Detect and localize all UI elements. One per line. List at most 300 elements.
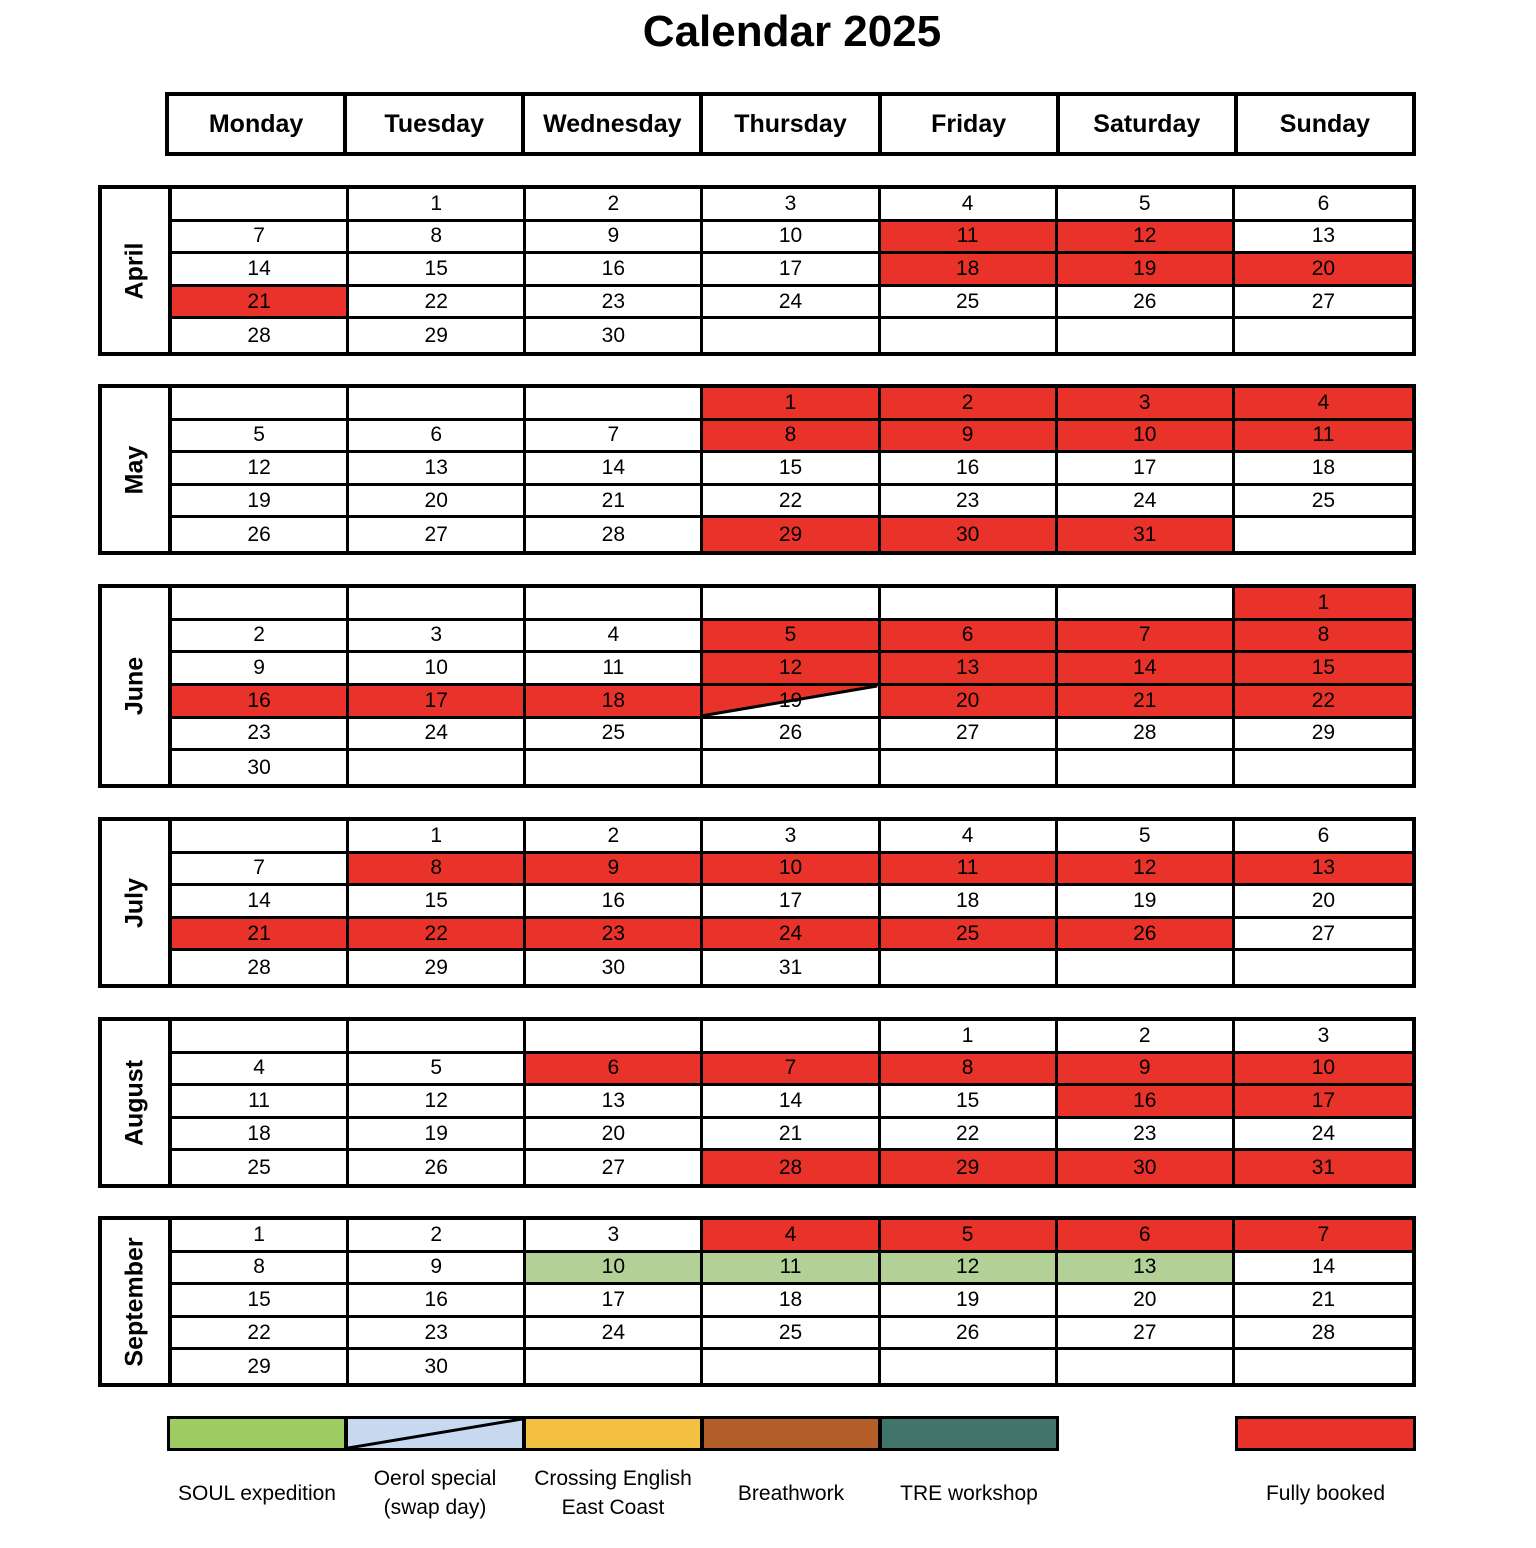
diagonal-swatch xyxy=(345,1416,525,1451)
page-title: Calendar 2025 xyxy=(642,7,942,56)
date-cell xyxy=(349,653,526,686)
empty-cell xyxy=(1235,518,1412,551)
date-cell xyxy=(1058,919,1235,952)
date-number: 30 xyxy=(424,1354,448,1378)
empty-cell xyxy=(349,388,526,421)
date-number: 4 xyxy=(1317,390,1330,414)
date-cell xyxy=(1235,1021,1412,1054)
brown-swatch xyxy=(701,1416,881,1451)
date-number: 24 xyxy=(601,1320,626,1344)
date-cell xyxy=(1235,1054,1412,1087)
date-number: 17 xyxy=(778,888,803,912)
date-number: 3 xyxy=(1138,390,1151,414)
date-number: 26 xyxy=(778,721,803,745)
date-number: 2 xyxy=(607,823,620,847)
date-number: 22 xyxy=(1311,688,1336,712)
date-number: 13 xyxy=(424,455,448,479)
date-number: 28 xyxy=(778,1155,803,1179)
date-number: 19 xyxy=(1133,888,1157,912)
date-number: 31 xyxy=(1133,522,1157,546)
date-number: 10 xyxy=(778,224,803,248)
date-number: 25 xyxy=(601,721,626,745)
date-number: 18 xyxy=(1311,455,1336,479)
empty-cell xyxy=(1058,588,1235,621)
date-cell xyxy=(1058,189,1235,222)
date-number: 6 xyxy=(961,623,974,647)
date-cell xyxy=(172,421,349,454)
date-cell xyxy=(703,254,880,287)
date-number: 30 xyxy=(601,955,626,979)
date-cell xyxy=(881,686,1058,719)
date-number: 15 xyxy=(1311,656,1336,680)
date-cell xyxy=(703,1086,880,1119)
date-cell xyxy=(703,1119,880,1152)
date-number: 8 xyxy=(961,1056,974,1080)
date-cell xyxy=(526,719,703,752)
month-name: August xyxy=(120,1059,149,1146)
date-number: 25 xyxy=(247,1155,271,1179)
month-name: April xyxy=(120,242,149,299)
legend-label: Breathwork xyxy=(737,1482,845,1505)
date-cell xyxy=(1235,421,1412,454)
date-number: 2 xyxy=(607,191,620,215)
date-cell xyxy=(881,486,1058,519)
date-cell xyxy=(881,1119,1058,1152)
date-cell xyxy=(349,287,526,320)
date-number: 3 xyxy=(784,823,797,847)
date-cell xyxy=(1235,388,1412,421)
date-number: 2 xyxy=(1138,1023,1151,1047)
date-cell xyxy=(703,421,880,454)
date-cell xyxy=(526,1119,703,1152)
date-cell xyxy=(349,222,526,255)
month-label xyxy=(102,1220,172,1383)
date-number: 1 xyxy=(430,823,443,847)
date-cell xyxy=(703,686,880,719)
empty-cell xyxy=(526,1021,703,1054)
date-number: 2 xyxy=(961,390,974,414)
date-cell xyxy=(703,1253,880,1286)
date-cell xyxy=(172,1151,349,1184)
date-number: 13 xyxy=(1133,1255,1157,1279)
date-number: 4 xyxy=(961,191,974,215)
date-cell xyxy=(172,1086,349,1119)
date-cell xyxy=(172,518,349,551)
date-number: 17 xyxy=(1133,455,1157,479)
date-number: 17 xyxy=(778,256,803,280)
date-number: 14 xyxy=(1133,656,1157,680)
date-number: 22 xyxy=(778,488,803,512)
date-number: 16 xyxy=(247,688,271,712)
date-number: 4 xyxy=(253,1056,265,1080)
red-swatch xyxy=(1235,1416,1416,1451)
date-number: 24 xyxy=(778,289,803,313)
date-number: 24 xyxy=(1311,1121,1336,1145)
date-cell xyxy=(881,653,1058,686)
date-cell xyxy=(881,453,1058,486)
date-cell xyxy=(172,1054,349,1087)
date-cell xyxy=(1058,287,1235,320)
empty-cell xyxy=(1235,319,1412,352)
weekday-saturday: Saturday xyxy=(1060,96,1238,152)
date-cell xyxy=(172,1350,349,1383)
date-number: 20 xyxy=(1133,1287,1157,1311)
date-number: 20 xyxy=(424,488,448,512)
date-number: 11 xyxy=(602,656,625,680)
date-cell xyxy=(703,821,880,854)
date-cell xyxy=(526,821,703,854)
date-number: 8 xyxy=(784,423,797,447)
date-number: 8 xyxy=(430,856,443,880)
date-cell xyxy=(1058,254,1235,287)
date-cell xyxy=(1058,1285,1235,1318)
date-number: 14 xyxy=(247,888,271,912)
date-number: 11 xyxy=(956,224,979,248)
date-number: 15 xyxy=(247,1287,271,1311)
date-number: 24 xyxy=(424,721,448,745)
date-number: 3 xyxy=(1317,1023,1330,1047)
date-number: 22 xyxy=(424,921,448,945)
date-number: 12 xyxy=(1133,856,1157,880)
date-number: 12 xyxy=(1133,224,1157,248)
date-number: 15 xyxy=(424,256,448,280)
date-cell xyxy=(1058,854,1235,887)
date-cell xyxy=(526,189,703,222)
empty-cell xyxy=(349,751,526,784)
date-number: 29 xyxy=(1311,721,1336,745)
date-cell xyxy=(526,621,703,654)
date-cell xyxy=(172,751,349,784)
date-cell xyxy=(526,1253,703,1286)
date-number: 9 xyxy=(253,656,265,680)
date-number: 7 xyxy=(607,423,620,447)
empty-cell xyxy=(1235,1350,1412,1383)
date-number: 9 xyxy=(607,224,620,248)
date-cell xyxy=(172,1318,349,1351)
green-swatch xyxy=(167,1416,347,1451)
date-cell xyxy=(1058,486,1235,519)
empty-cell xyxy=(881,319,1058,352)
date-cell xyxy=(172,319,349,352)
date-cell xyxy=(526,486,703,519)
date-number: 29 xyxy=(778,522,803,546)
date-cell xyxy=(703,388,880,421)
empty-cell xyxy=(172,189,349,222)
date-cell xyxy=(703,189,880,222)
date-number: 26 xyxy=(1133,289,1157,313)
date-cell xyxy=(526,222,703,255)
date-cell xyxy=(172,287,349,320)
date-number: 21 xyxy=(247,289,271,313)
empty-cell xyxy=(881,951,1058,984)
date-number: 27 xyxy=(955,721,980,745)
date-cell xyxy=(703,1054,880,1087)
date-number: 19 xyxy=(1133,256,1157,280)
date-number: 16 xyxy=(955,455,980,479)
date-cell xyxy=(349,1054,526,1087)
date-cell xyxy=(526,653,703,686)
date-cell xyxy=(881,222,1058,255)
date-number: 23 xyxy=(247,721,271,745)
date-number: 6 xyxy=(430,423,443,447)
date-cell xyxy=(1058,1253,1235,1286)
date-number: 11 xyxy=(248,1088,270,1112)
date-cell xyxy=(1235,486,1412,519)
empty-cell xyxy=(703,319,880,352)
date-number: 1 xyxy=(784,390,797,414)
date-number: 25 xyxy=(1311,488,1336,512)
weekday-wednesday: Wednesday xyxy=(525,96,703,152)
date-cell xyxy=(881,518,1058,551)
date-cell xyxy=(349,821,526,854)
date-number: 10 xyxy=(1133,423,1157,447)
month-august xyxy=(98,1017,1416,1188)
date-cell xyxy=(881,886,1058,919)
date-cell xyxy=(1235,1253,1412,1286)
date-cell xyxy=(349,951,526,984)
date-cell xyxy=(526,1086,703,1119)
date-number: 12 xyxy=(778,656,803,680)
date-cell xyxy=(1235,653,1412,686)
date-cell xyxy=(1235,821,1412,854)
date-cell xyxy=(1058,388,1235,421)
month-april xyxy=(98,185,1416,356)
date-cell xyxy=(172,1119,349,1152)
date-cell xyxy=(349,518,526,551)
empty-cell xyxy=(526,588,703,621)
date-number: 14 xyxy=(778,1088,803,1112)
empty-cell xyxy=(703,751,880,784)
date-number: 29 xyxy=(424,955,448,979)
date-number: 25 xyxy=(778,1320,803,1344)
date-number: 2 xyxy=(430,1222,443,1246)
date-cell xyxy=(1058,1220,1235,1253)
date-number: 10 xyxy=(601,1255,626,1279)
date-cell xyxy=(1235,588,1412,621)
date-cell xyxy=(703,1151,880,1184)
date-cell xyxy=(349,621,526,654)
date-number: 17 xyxy=(424,688,448,712)
date-cell xyxy=(349,1220,526,1253)
date-cell xyxy=(526,951,703,984)
weekday-sunday: Sunday xyxy=(1279,109,1371,138)
empty-cell xyxy=(1058,951,1235,984)
date-number: 1 xyxy=(430,191,443,215)
empty-cell xyxy=(881,588,1058,621)
date-cell xyxy=(172,653,349,686)
date-number: 28 xyxy=(247,323,271,347)
date-number: 10 xyxy=(778,856,803,880)
date-cell xyxy=(703,919,880,952)
teal-swatch xyxy=(879,1416,1059,1451)
date-number: 9 xyxy=(607,856,620,880)
date-cell xyxy=(1235,453,1412,486)
date-cell xyxy=(881,1151,1058,1184)
empty-cell xyxy=(703,1350,880,1383)
empty-cell xyxy=(172,821,349,854)
date-number: 4 xyxy=(961,823,974,847)
date-cell xyxy=(1058,1318,1235,1351)
date-cell xyxy=(349,1285,526,1318)
date-cell xyxy=(881,388,1058,421)
date-cell xyxy=(526,254,703,287)
date-number: 5 xyxy=(1138,823,1151,847)
date-number: 11 xyxy=(779,1255,802,1279)
date-cell xyxy=(1235,1285,1412,1318)
date-cell xyxy=(1235,287,1412,320)
date-number: 22 xyxy=(424,289,448,313)
date-cell xyxy=(526,453,703,486)
date-cell xyxy=(349,1086,526,1119)
date-number: 26 xyxy=(1133,921,1157,945)
date-number: 20 xyxy=(1311,888,1336,912)
date-number: 25 xyxy=(955,921,980,945)
date-cell xyxy=(526,1151,703,1184)
date-number: 21 xyxy=(247,921,271,945)
date-number: 19 xyxy=(778,688,803,712)
empty-cell xyxy=(881,751,1058,784)
date-cell xyxy=(1235,1151,1412,1184)
date-cell xyxy=(1058,1086,1235,1119)
date-cell xyxy=(881,919,1058,952)
date-number: 3 xyxy=(784,191,797,215)
date-number: 8 xyxy=(253,1255,265,1279)
date-number: 9 xyxy=(430,1255,443,1279)
weekday-header xyxy=(165,92,1416,156)
month-label xyxy=(102,189,172,352)
date-cell xyxy=(349,919,526,952)
date-cell xyxy=(1058,686,1235,719)
date-number: 27 xyxy=(1311,289,1336,313)
date-number: 11 xyxy=(1312,423,1335,447)
date-number: 10 xyxy=(424,656,448,680)
date-cell xyxy=(526,854,703,887)
date-cell xyxy=(172,621,349,654)
date-number: 6 xyxy=(607,1056,620,1080)
legend-label: Fully booked xyxy=(1265,1482,1386,1505)
date-cell xyxy=(172,854,349,887)
date-number: 16 xyxy=(601,888,626,912)
date-cell xyxy=(881,1285,1058,1318)
date-number: 25 xyxy=(955,289,980,313)
date-cell xyxy=(349,854,526,887)
date-cell xyxy=(349,1318,526,1351)
date-cell xyxy=(703,621,880,654)
date-number: 10 xyxy=(1311,1056,1336,1080)
date-number: 31 xyxy=(778,955,803,979)
date-cell xyxy=(1235,254,1412,287)
date-cell xyxy=(172,486,349,519)
date-cell xyxy=(1235,621,1412,654)
legend-label: SOUL expedition xyxy=(178,1482,336,1505)
month-name: September xyxy=(120,1236,149,1367)
date-cell xyxy=(172,686,349,719)
date-cell xyxy=(526,1285,703,1318)
date-number: 1 xyxy=(961,1023,974,1047)
date-cell xyxy=(349,421,526,454)
empty-cell xyxy=(1235,751,1412,784)
date-number: 4 xyxy=(784,1222,797,1246)
date-cell xyxy=(349,1119,526,1152)
date-cell xyxy=(881,254,1058,287)
date-number: 18 xyxy=(601,688,626,712)
empty-cell xyxy=(1058,1350,1235,1383)
date-cell xyxy=(703,1318,880,1351)
date-number: 20 xyxy=(955,688,980,712)
date-number: 19 xyxy=(247,488,271,512)
date-cell xyxy=(881,1253,1058,1286)
date-number: 20 xyxy=(601,1121,626,1145)
date-number: 8 xyxy=(1317,623,1330,647)
date-number: 15 xyxy=(424,888,448,912)
month-june xyxy=(98,584,1416,788)
date-number: 5 xyxy=(784,623,797,647)
month-may xyxy=(98,384,1416,555)
date-number: 23 xyxy=(955,488,980,512)
date-number: 28 xyxy=(1311,1320,1336,1344)
date-cell xyxy=(526,1318,703,1351)
empty-cell xyxy=(1058,751,1235,784)
date-number: 27 xyxy=(1133,1320,1157,1344)
date-cell xyxy=(703,886,880,919)
month-label xyxy=(102,821,172,984)
date-cell xyxy=(1058,821,1235,854)
date-number: 23 xyxy=(601,289,626,313)
legend-label: Crossing English East Coast xyxy=(534,1467,692,1519)
date-number: 21 xyxy=(778,1121,803,1145)
date-cell xyxy=(172,1220,349,1253)
date-cell xyxy=(881,1086,1058,1119)
date-number: 21 xyxy=(1133,688,1157,712)
month-label xyxy=(102,388,172,551)
date-number: 3 xyxy=(607,1222,620,1246)
date-number: 14 xyxy=(601,455,626,479)
date-number: 7 xyxy=(784,1056,797,1080)
date-cell xyxy=(1058,621,1235,654)
date-number: 14 xyxy=(1311,1255,1336,1279)
month-name: June xyxy=(120,656,149,716)
date-number: 24 xyxy=(778,921,803,945)
date-number: 11 xyxy=(956,856,979,880)
date-cell xyxy=(172,919,349,952)
date-cell xyxy=(881,1021,1058,1054)
date-cell xyxy=(526,518,703,551)
date-cell xyxy=(172,951,349,984)
date-cell xyxy=(349,189,526,222)
date-cell xyxy=(881,1220,1058,1253)
date-number: 7 xyxy=(1317,1222,1330,1246)
date-cell xyxy=(1235,1318,1412,1351)
date-cell xyxy=(1235,686,1412,719)
date-number: 13 xyxy=(601,1088,626,1112)
date-cell xyxy=(349,453,526,486)
date-cell xyxy=(1058,421,1235,454)
empty-cell xyxy=(172,588,349,621)
date-cell xyxy=(526,319,703,352)
date-number: 5 xyxy=(430,1056,443,1080)
month-label xyxy=(102,588,172,784)
date-cell xyxy=(172,254,349,287)
date-cell xyxy=(881,1054,1058,1087)
empty-cell xyxy=(526,751,703,784)
empty-cell xyxy=(1058,319,1235,352)
date-number: 18 xyxy=(955,888,980,912)
date-cell xyxy=(1058,1119,1235,1152)
month-september xyxy=(98,1216,1416,1387)
date-number: 30 xyxy=(601,323,626,347)
date-cell xyxy=(703,951,880,984)
date-number: 5 xyxy=(1138,191,1151,215)
